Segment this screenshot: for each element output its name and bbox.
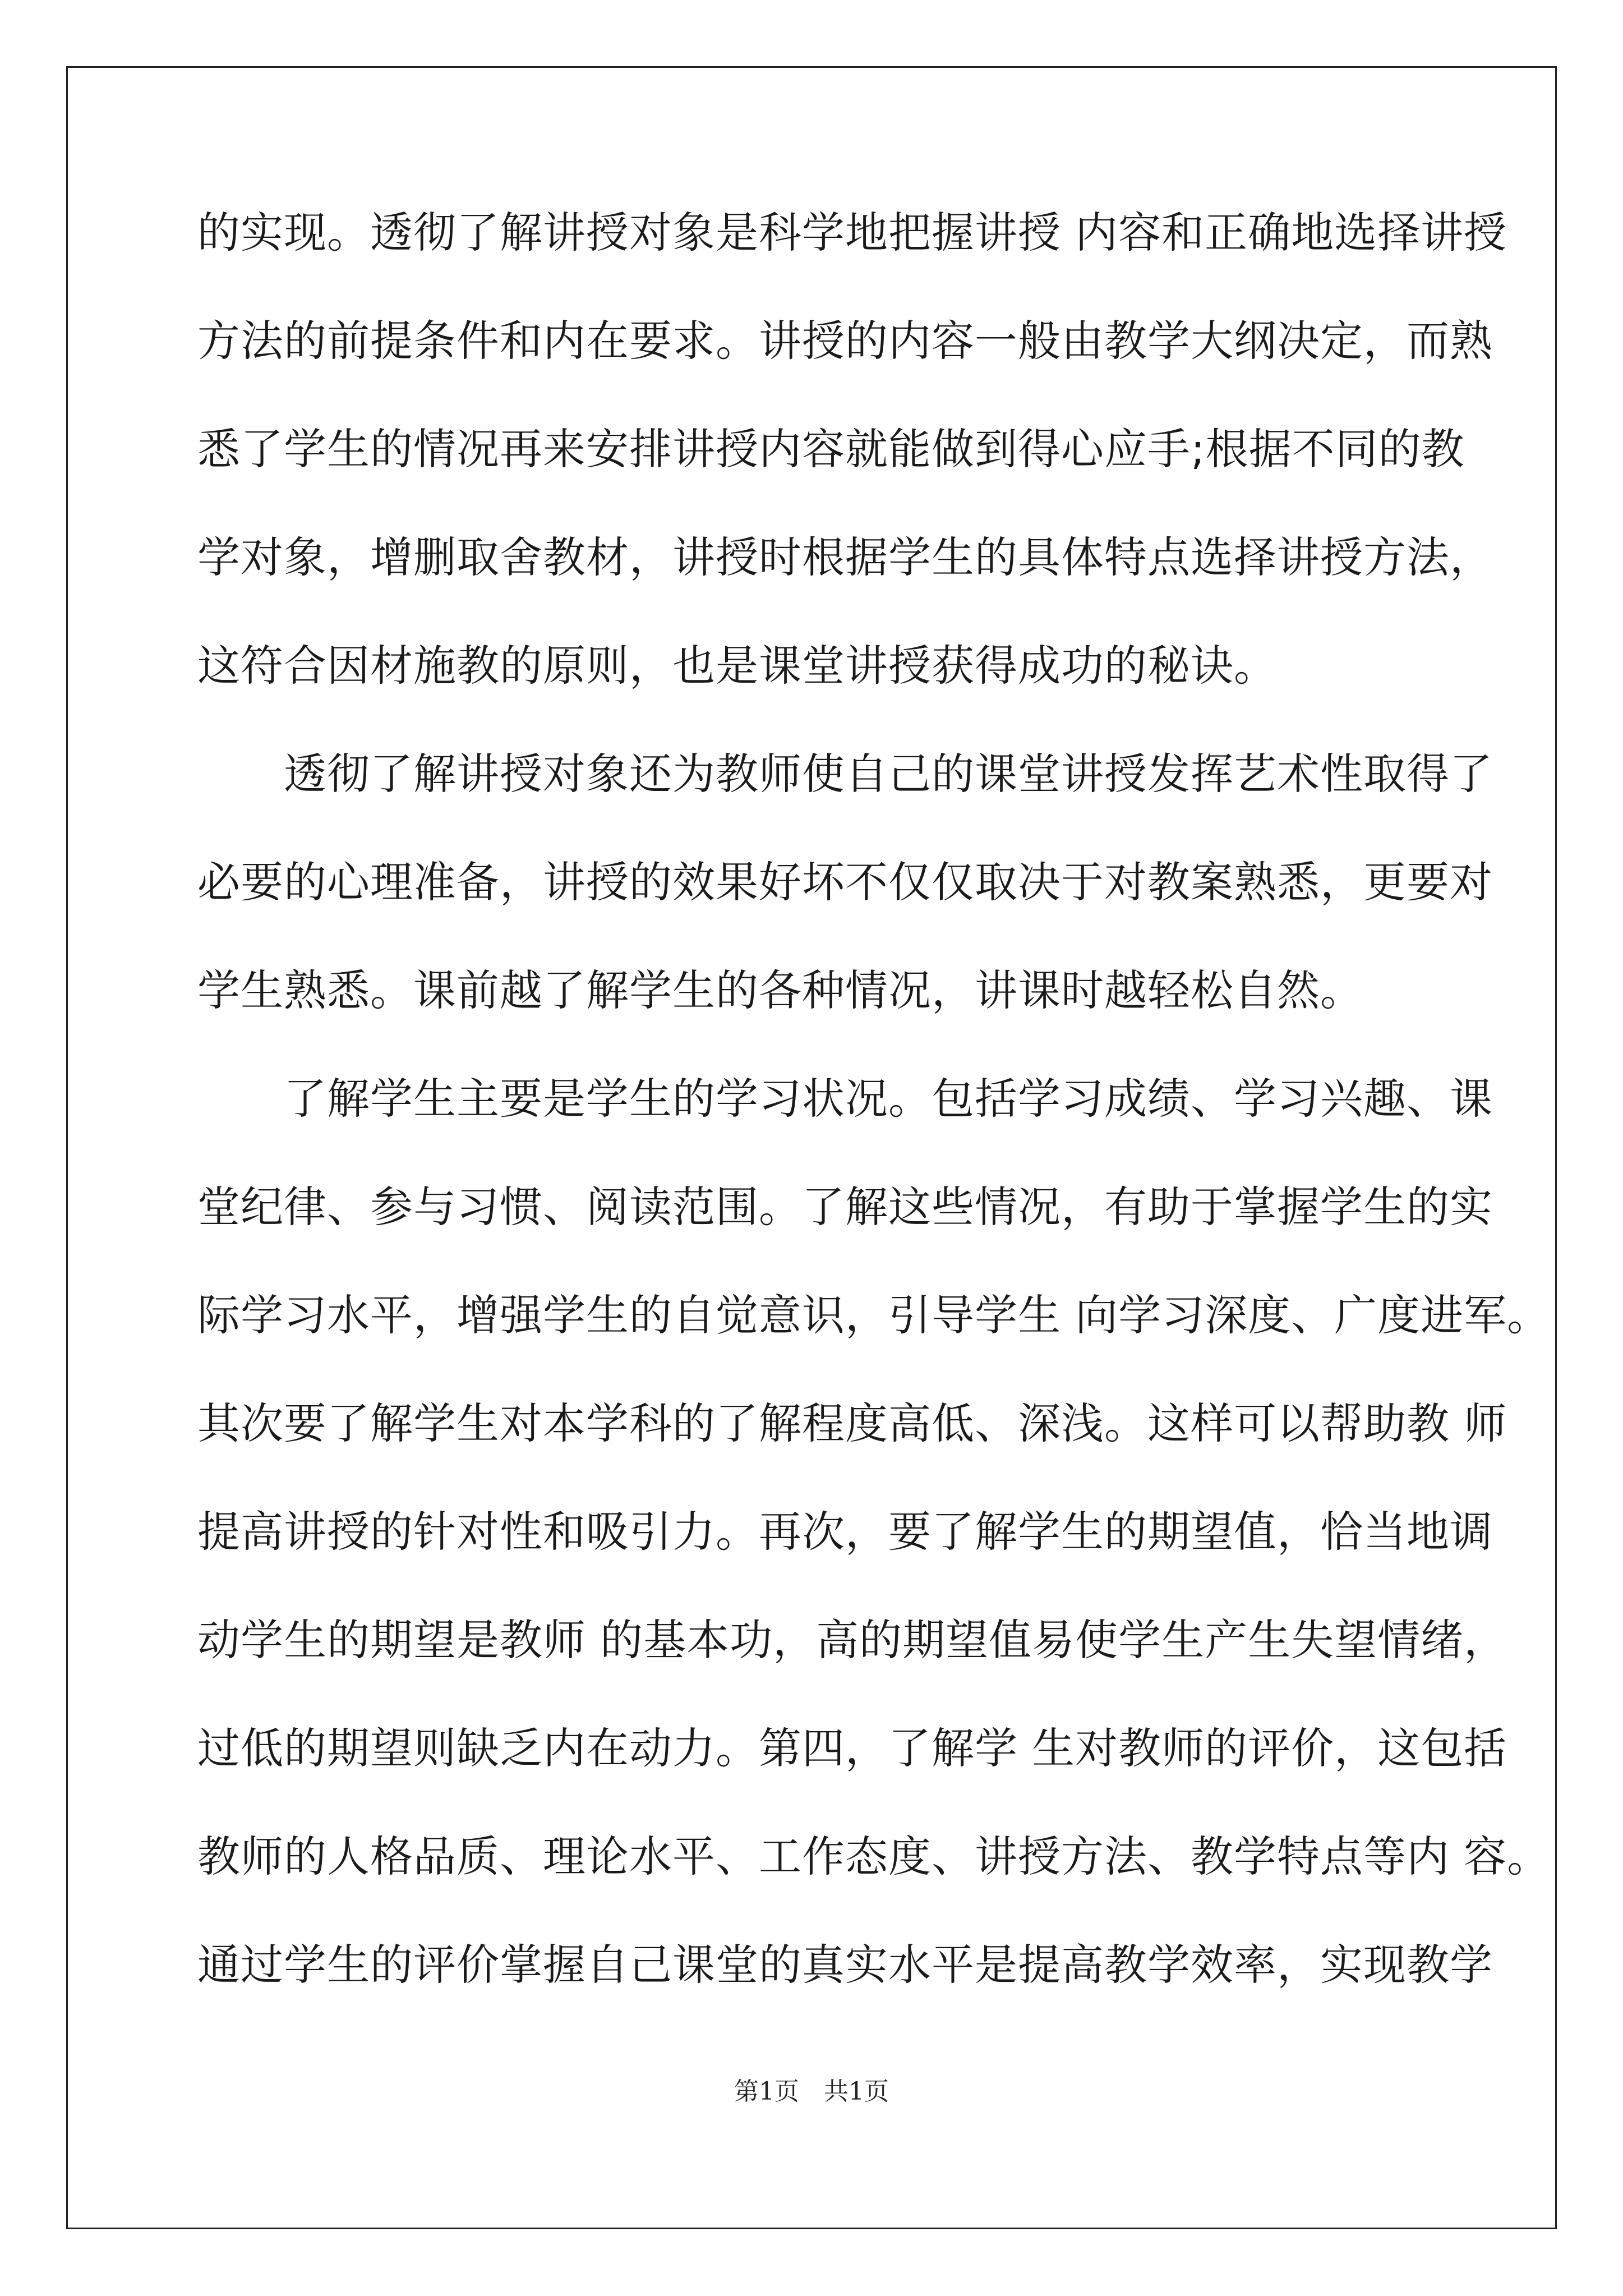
text-line: 动学生的期望是教师 的基本功，高的期望值易使学生产生失望情绪， bbox=[197, 1615, 1507, 1665]
page-number-footer: 第1页 共1页 bbox=[734, 2077, 889, 2106]
text-line: 必要的心理准备，讲授的效果好坏不仅仅取决于对教案熟悉，更要对 bbox=[197, 857, 1493, 907]
text-line: 通过学生的评价掌握自己课堂的真实水平是提高教学效率，实现教学 bbox=[197, 1940, 1493, 1990]
text-line: 学对象，增删取舍教材，讲授时根据学生的具体特点选择讲授方法， bbox=[197, 532, 1493, 582]
paragraph-start-line: 了解学生主要是学生的学习状况。包括学习成绩、学习兴趣、课 bbox=[197, 1074, 1493, 1124]
text-line: 教师的人格品质、理论水平、工作态度、讲授方法、教学特点等内 容。 bbox=[197, 1832, 1551, 1881]
text-line: 际学习水平，增强学生的自觉意识，引导学生 向学习深度、广度进军。 bbox=[197, 1290, 1551, 1340]
text-line: 其次要了解学生对本学科的了解程度高低、深浅。这样可以帮助教 师 bbox=[197, 1398, 1507, 1448]
text-line: 这符合因材施教的原则，也是课堂讲授获得成功的秘诀。 bbox=[197, 641, 1277, 691]
paragraph-start-line: 透彻了解讲授对象还为教师使自己的课堂讲授发挥艺术性取得了 bbox=[197, 749, 1493, 799]
text-line: 学生熟悉。课前越了解学生的各种情况，讲课时越轻松自然。 bbox=[197, 965, 1363, 1015]
text-line: 悉了学生的情况再来安排讲授内容就能做到得心应手;根据不同的教 bbox=[197, 424, 1465, 474]
text-line: 提高讲授的针对性和吸引力。再次，要了解学生的期望值，恰当地调 bbox=[197, 1507, 1493, 1557]
text-line: 方法的前提条件和内在要求。讲授的内容一般由教学大纲决定，而熟 bbox=[197, 316, 1493, 366]
text-line: 过低的期望则缺乏内在动力。第四，了解学 生对教师的评价，这包括 bbox=[197, 1723, 1507, 1773]
text-line: 堂纪律、参与习惯、阅读范围。了解这些情况，有助于掌握学生的实 bbox=[197, 1182, 1493, 1232]
page-border bbox=[66, 66, 1557, 2229]
text-line: 的实现。透彻了解讲授对象是科学地把握讲授 内容和正确地选择讲授 bbox=[197, 208, 1507, 257]
